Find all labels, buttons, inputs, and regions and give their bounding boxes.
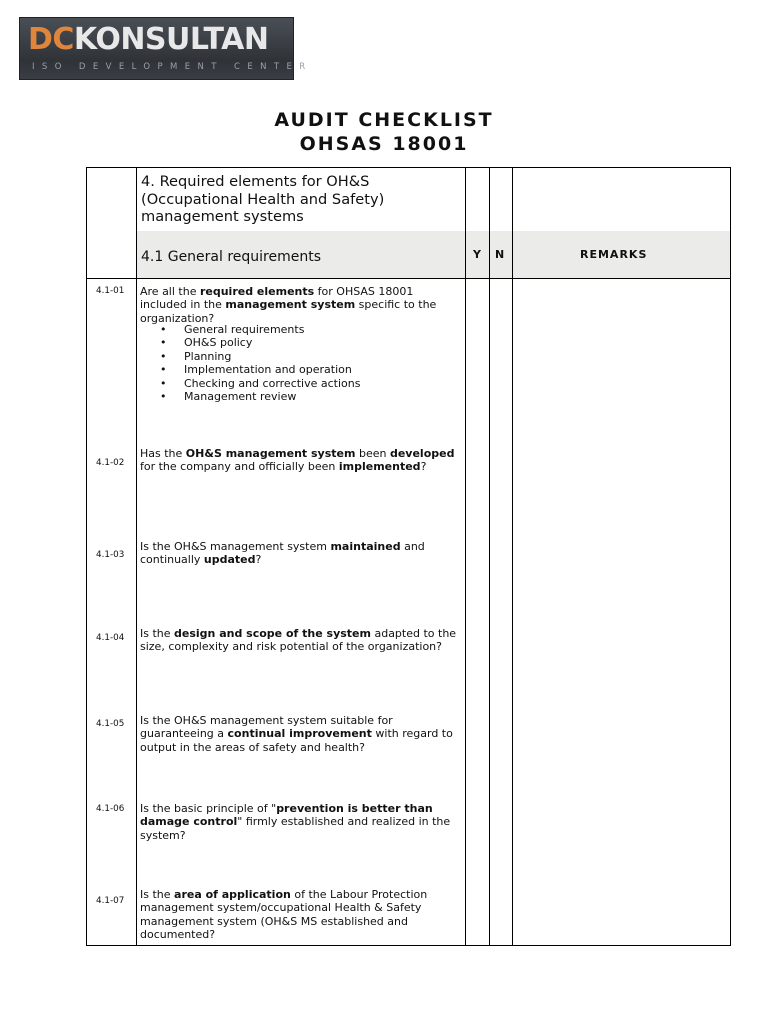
column-header-remarks: REMARKS bbox=[580, 248, 648, 261]
checklist-question: Are all the required elements for OHSAS 18001 included in the management system specific to the organization? bbox=[140, 285, 437, 325]
list-item: • Planning bbox=[160, 350, 360, 363]
item-number: 4.1-04 bbox=[96, 633, 125, 643]
col-divider-n bbox=[512, 168, 513, 945]
checklist-question: Is the area of application of the Labour Protection management system/occupational Health & Safety management system (OH&S MS established and documented? bbox=[140, 888, 428, 942]
item-number: 4.1-07 bbox=[96, 896, 125, 906]
list-item: • Implementation and operation bbox=[160, 363, 360, 376]
checklist-question: Is the OH&S management system maintained and continually updated? bbox=[140, 540, 425, 567]
checklist-question: Is the OH&S management system suitable for guaranteeing a continual improvement with regard to output in the areas of safety and health? bbox=[140, 714, 453, 754]
list-item: • Management review bbox=[160, 390, 360, 403]
column-header-no: N bbox=[495, 248, 506, 261]
list-item: • OH&S policy bbox=[160, 336, 360, 349]
subsection-heading: 4.1 General requirements bbox=[141, 249, 322, 265]
list-item: • Checking and corrective actions bbox=[160, 377, 360, 390]
checklist-question: Has the OH&S management system been developed for the company and officially been implemented? bbox=[140, 447, 455, 474]
doc-subtitle: OHSAS 18001 bbox=[299, 133, 469, 155]
section-heading: 4. Required elements for OH&S (Occupational Health and Safety) management systems bbox=[141, 173, 385, 225]
checklist-question: Is the design and scope of the system adapted to the size, complexity and risk potential of the organization? bbox=[140, 627, 457, 654]
item-number: 4.1-03 bbox=[96, 550, 125, 560]
item-number: 4.1-01 bbox=[96, 286, 125, 296]
logo-tagline: ISO DEVELOPMENT CENTER bbox=[32, 62, 313, 72]
logo-wordmark: DCKONSULTAN bbox=[28, 22, 269, 57]
doc-title: AUDIT CHECKLIST bbox=[274, 109, 494, 131]
item-number: 4.1-02 bbox=[96, 458, 125, 468]
checklist-question: Is the basic principle of "prevention is better than damage control" firmly established and realized in the system? bbox=[140, 802, 451, 842]
company-logo bbox=[19, 17, 313, 80]
list-item: • General requirements bbox=[160, 323, 360, 336]
column-header-yes: Y bbox=[473, 248, 482, 261]
required-elements-list bbox=[160, 323, 360, 403]
col-divider-num bbox=[136, 168, 137, 945]
item-number: 4.1-05 bbox=[96, 719, 125, 729]
item-number: 4.1-06 bbox=[96, 804, 125, 814]
col-divider-y bbox=[489, 168, 490, 945]
header-bottom-rule bbox=[87, 278, 730, 279]
col-divider-question bbox=[465, 168, 466, 945]
